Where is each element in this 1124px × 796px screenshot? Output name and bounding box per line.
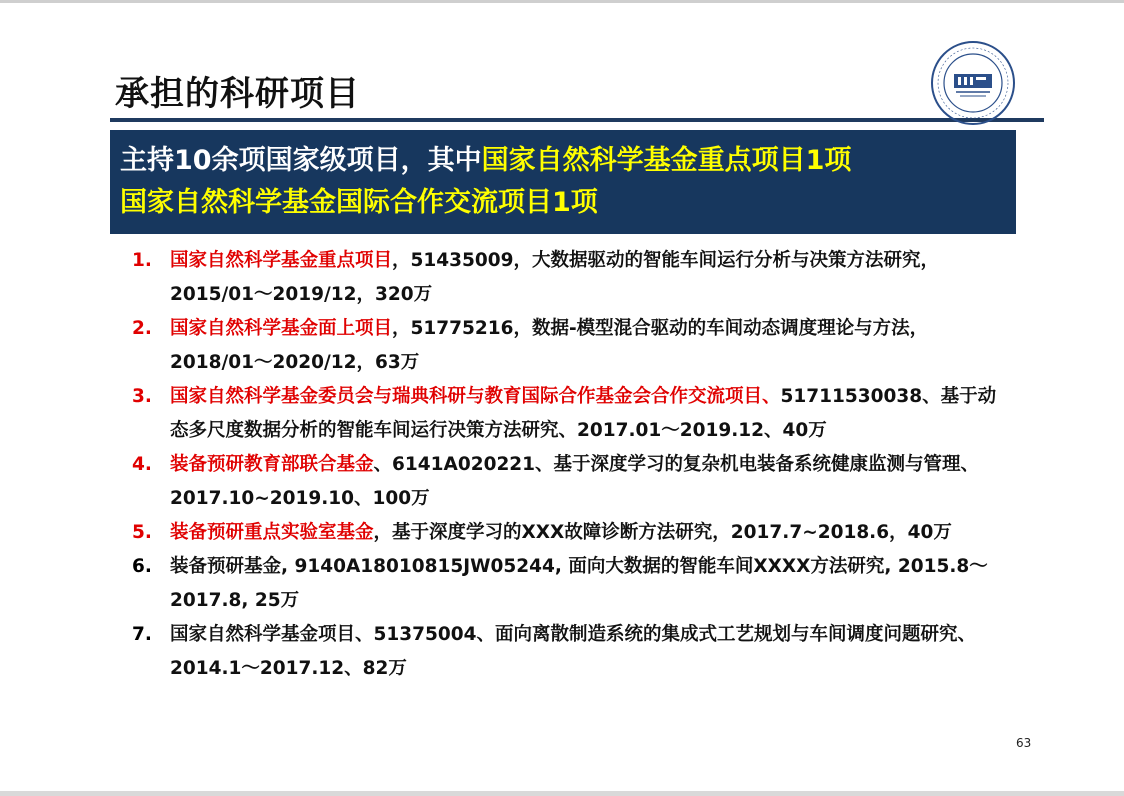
item-detail: ，基于深度学习的XXX故障诊断方法研究，2017.7~2018.6，40万: [373, 522, 952, 543]
item-detail: 51711530038、基于动态多尺度数据分析的智能车间运行决策方法研究、2017.01～2019.12、40万: [170, 386, 997, 441]
item-highlight: 国家自然科学基金委员会与瑞典科研与教育国际合作基金会合作交流项目、: [170, 386, 781, 407]
item-highlight: 装备预研教育部联合基金: [170, 454, 374, 475]
item-number: 3.: [132, 386, 152, 407]
item-number: 4.: [132, 454, 152, 475]
bottom-border: [0, 791, 1124, 796]
item-detail: ，51775216，数据-模型混合驱动的车间动态调度理论与方法，2018/01～2020/12，63万: [170, 318, 929, 373]
item-highlight: 国家自然科学基金面上项目: [170, 318, 393, 339]
item-text: [170, 550, 1012, 618]
list-item: [132, 516, 1012, 550]
item-text: [170, 244, 1012, 312]
title-divider: [110, 118, 1044, 122]
item-number: 2.: [132, 318, 152, 339]
item-highlight: 国家自然科学基金重点项目: [170, 250, 393, 271]
item-highlight: 装备预研重点实验室基金: [170, 522, 374, 543]
item-number: 5.: [132, 522, 152, 543]
page-number: 63: [1016, 736, 1032, 750]
banner-line-1: [120, 140, 1016, 182]
list-item: [132, 550, 1012, 618]
item-text: [170, 516, 1012, 550]
list-item: [132, 448, 1012, 516]
item-detail: 、6141A020221、基于深度学习的复杂机电装备系统健康监测与管理、2017.10~2019.10、100万: [170, 454, 980, 509]
university-seal-icon: [930, 40, 1016, 126]
list-item: [132, 244, 1012, 312]
banner-line-2: 国家自然科学基金国际合作交流项目1项: [120, 187, 598, 218]
banner-highlight-1: 国家自然科学基金重点项目1项: [481, 145, 852, 176]
item-text: [170, 312, 1012, 380]
list-item: [132, 618, 1012, 686]
list-item: [132, 312, 1012, 380]
item-text: [170, 380, 1012, 448]
item-number: 7.: [132, 624, 152, 645]
item-detail: ，51435009，大数据驱动的智能车间运行分析与决策方法研究，2015/01～2019/12，320万: [170, 250, 939, 305]
item-text: [170, 618, 1012, 686]
list-item: [132, 380, 1012, 448]
item-number: 1.: [132, 250, 152, 271]
item-number: 6.: [132, 556, 152, 577]
top-border: [0, 0, 1124, 3]
banner-prefix: 主持10余项国家级项目，其中: [120, 145, 482, 176]
project-list: [132, 244, 1012, 686]
item-detail: 国家自然科学基金项目、51375004、面向离散制造系统的集成式工艺规划与车间调度问题研究、2014.1～2017.12、82万: [170, 624, 976, 679]
summary-banner: [110, 130, 1016, 234]
item-detail: 装备预研基金, 9140A18010815JW05244, 面向大数据的智能车间XXXX方法研究, 2015.8～2017.8, 25万: [170, 556, 988, 611]
page-title: 承担的科研项目: [115, 74, 360, 114]
item-text: [170, 448, 1012, 516]
